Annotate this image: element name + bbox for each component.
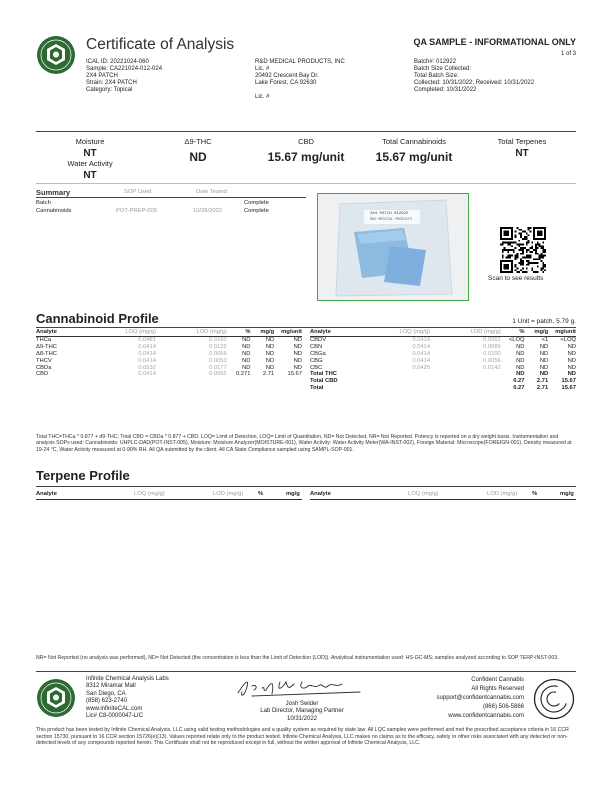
client-info [255, 59, 345, 101]
page-number: 1 of 3 [560, 51, 576, 57]
sample-info-line: Strain: 2X4 PATCH [86, 80, 137, 86]
total-cannabinoids-value: 15.67 mg/unit [375, 150, 453, 164]
d9-thc-label: Δ9-THC [184, 137, 212, 146]
terp-col-header: LOD (mg/g) [213, 491, 244, 497]
loq-value: 0.0414 [412, 350, 431, 357]
analyte-row [310, 365, 576, 372]
percent-value: ND [242, 357, 251, 364]
footer-divider [36, 671, 576, 672]
mg-per-unit-value: <LOQ [560, 336, 576, 343]
qa-sample-label: QA SAMPLE - INFORMATIONAL ONLY [413, 37, 576, 47]
batch-info-line: Completed: 10/31/2022 [414, 87, 477, 93]
terpene-header-right [310, 491, 576, 500]
loq-value [361, 378, 430, 385]
lod-value: 0.0055 [209, 371, 227, 378]
loq-value: 0.0414 [138, 357, 156, 364]
percent-value: <LOQ [508, 336, 525, 343]
summary-header-rule [36, 197, 306, 198]
percent-value: ND [516, 343, 525, 350]
col-header: mg/g [525, 329, 549, 336]
analyte-row [36, 351, 302, 358]
summary-col-sop: SOP Used [124, 189, 152, 195]
analyte-name: CBN [310, 343, 323, 350]
moisture-value: NT [83, 148, 97, 159]
lod-value [430, 371, 501, 378]
analyte-row [36, 371, 302, 378]
cannabinoid-notes: Total THC=THCa * 0.877 + d9-THC; Total CBD = CBDa * 0.877 + CBD. LOQ= Limit of Detection, LOQ= Limit of Quantitation, ND= Not Detected, NR= Not Reported. Potency is reported on a dry weight basis. Instrumentation and analysis SOPs used: Cannabinoids: UHPLC-DAD(POT-INST-005), Moisture: Moisture Analyzer(MOISTURE-001), Water Activity: Water Activity Meter(WA-INST-002), Foreign Material: Microscope(FOREIGN-001). Density measured at 19-24 °C, Water Activity measured at 0-90% RH. All QA submitted by the client. All CA State Compliance sampled using SAMPL-SOP-001. [36, 434, 572, 453]
total-cannabinoids-label: Total Cannabinoids [382, 137, 446, 146]
terp-col-header: % [532, 491, 538, 497]
loq-value [361, 385, 430, 392]
footer-lab-logo [36, 678, 76, 718]
mg-per-unit-value: ND [293, 336, 302, 343]
col-header: % [227, 329, 251, 336]
mg-per-g-value: ND [539, 343, 549, 350]
confident-cannabis-info [420, 676, 524, 721]
analyte-name: CBDV [310, 336, 327, 343]
signer-block [232, 701, 372, 723]
percent-value: 0.27 [513, 378, 525, 385]
sample-info [86, 59, 162, 94]
analyte-name: Δ8-THC [36, 350, 57, 357]
lod-value: 0.0160 [209, 336, 227, 343]
lod-value: 0.0122 [209, 343, 227, 350]
analyte-row [310, 351, 576, 358]
summary-row-name: Batch [36, 200, 51, 206]
cbd-block [252, 137, 360, 164]
overview-divider [36, 183, 576, 184]
moisture-block [36, 137, 144, 181]
loq-value: 0.0414 [138, 343, 156, 350]
cannabinoid-table-right [310, 329, 576, 392]
lod-value [430, 378, 501, 385]
lab-contact-line: Lic# C8-0000047-LIC [86, 713, 144, 720]
batch-info-line: Batch#: 012922 [414, 59, 457, 65]
lab-contact-line: 8312 Miramar Mall [86, 683, 136, 690]
mg-per-unit-value: ND [293, 350, 302, 357]
lab-website-link[interactable]: www.infiniteCAL.com [86, 705, 143, 712]
signature [232, 676, 372, 700]
mg-per-unit-value: ND [567, 357, 576, 364]
terp-col-header: LOD (mg/g) [487, 491, 518, 497]
lab-contact-line: (858) 623-2740 [86, 698, 128, 705]
loq-value: 0.0414 [412, 357, 431, 364]
terp-col-header: LOQ (mg/g) [408, 491, 439, 497]
mg-per-g-value: 2.71 [536, 378, 549, 385]
mg-per-g-value: ND [539, 350, 549, 357]
total-row [310, 371, 576, 378]
terpene-profile-title: Terpene Profile [36, 468, 130, 483]
lab-contact-line: Infinite Chemical Analysis Labs [86, 676, 169, 682]
mg-per-g-value: ND [265, 357, 275, 364]
analyte-name: CBC [310, 364, 323, 371]
client-info-line [255, 87, 345, 94]
total-terpenes-block [468, 137, 576, 159]
terp-col-header: mg/g [560, 491, 574, 497]
signer-line: Lab Director, Managing Partner [260, 708, 344, 715]
analyte-row [36, 365, 302, 372]
document-title: Certificate of Analysis [86, 36, 235, 53]
summary-row-status: Complete [244, 208, 269, 214]
mg-per-g-value: ND [265, 350, 275, 357]
terp-col-header: Analyte [36, 491, 57, 497]
percent-value: 0.27 [513, 385, 525, 392]
analyte-name: Total CBD [310, 378, 338, 385]
mg-per-unit-value: ND [567, 343, 576, 350]
percent-value: ND [242, 336, 251, 343]
loq-value: 0.0414 [412, 336, 431, 343]
cc-line: All Rights Reserved [471, 686, 524, 692]
photo-label-line1: 2X4 PATCH 012922 [370, 212, 409, 216]
terpene-notes: NR= Not Reported (no analysis was performed), ND= Not Detected (the concentration is less than the Limit of Detection (LOD)). Analytical instrumentation used: HS-GC-MS; samples analyzed according to SOP TERP-INST-003. [36, 655, 559, 661]
lod-value: 0.0142 [483, 364, 501, 371]
sample-info-line: ICAL ID: 20221024-060 [86, 59, 149, 65]
cbd-label: CBD [298, 137, 314, 146]
client-info-line: Lic. # [255, 66, 270, 72]
analyte-row [36, 344, 302, 351]
header-divider [36, 131, 576, 132]
mg-per-unit-value: 15.67 [287, 371, 302, 378]
signer-line: 10/31/2022 [286, 715, 318, 722]
summary-row-status: Complete [244, 200, 269, 206]
summary-col-date: Date Tested [196, 189, 227, 195]
cannabinoid-profile-title: Cannabinoid Profile [36, 311, 159, 326]
analyte-name: Total THC [310, 371, 337, 378]
lod-value: 0.0066 [209, 350, 227, 357]
mg-per-g-value: ND [265, 343, 275, 350]
lod-value: 0.0053 [209, 357, 227, 364]
batch-info-line: Collected: 10/31/2022; Received: 10/31/2022 [414, 80, 535, 86]
percent-value: ND [516, 371, 525, 378]
mg-per-unit-value: ND [293, 364, 302, 371]
client-info-line: Lake Forest, CA 92630 [255, 80, 317, 86]
mg-per-g-value: ND [539, 371, 549, 378]
percent-value: ND [242, 364, 251, 371]
analyte-name: CBGa [310, 350, 326, 357]
summary-row-sop: POT-PREP-005 [116, 208, 157, 214]
terp-col-header: Analyte [310, 491, 331, 497]
water-activity-value: NT [83, 170, 97, 181]
percent-value: ND [516, 350, 525, 357]
lod-value: 0.0056 [483, 357, 501, 364]
total-terpenes-value: NT [515, 148, 529, 159]
analyte-name: Δ9-THC [36, 343, 57, 350]
col-header: mg/g [250, 329, 274, 336]
lab-contact-line: San Diego, CA [86, 690, 126, 697]
cc-line: (866) 506-5866 [482, 704, 524, 710]
summary-row-date: 10/28/2022 [193, 208, 223, 214]
mg-per-unit-value: ND [567, 364, 576, 371]
analyte-name: THCV [36, 357, 52, 364]
unit-note: 1 Unit = patch, 5.79 g. [512, 318, 576, 325]
analyte-row [310, 336, 576, 343]
mg-per-unit-value: ND [293, 343, 302, 350]
mg-per-g-value: 2.71 [536, 385, 549, 392]
col-header: LOQ (mg/g) [87, 329, 156, 336]
analyte-name: CBG [310, 357, 323, 364]
lab-contact [86, 676, 169, 720]
cc-website-link[interactable]: www.confidentcannabis.com [448, 713, 524, 719]
cc-support-email[interactable]: support@confidentcannabis.com [436, 695, 524, 701]
batch-info [414, 59, 534, 94]
terpene-title-rule [36, 486, 576, 487]
total-terpenes-label: Total Terpenes [497, 137, 547, 146]
loq-value [361, 371, 430, 378]
analyte-row [310, 344, 576, 351]
mg-per-unit-value: ND [567, 350, 576, 357]
cannabinoid-title-rule [36, 327, 576, 328]
analyte-name: CBDa [36, 364, 52, 371]
lod-value: 0.0062 [483, 336, 501, 343]
mg-per-g-value: 2.71 [262, 371, 275, 378]
footer-disclaimer: This product has been tested by Infinite Chemical Analysis, LLC using valid testing methodologies and a quality system as required by state law. All LQC samples were performed and met the prescribed acceptance criteria in 16 CCR section 15730, pursuant to 16 CCR section 15726(e)(13). Values reported relate only to the product tested. Infinite Chemical Analysis, LLC makes no claims as to the efficacy, safety or other risks associated with any detected or non-detected levels of any compounds reported herein. This Certificate shall not be reproduced except in full, without the written approval of Infinite Chemical Analysis, LLC. [36, 727, 569, 747]
loq-value: 0.0414 [138, 350, 156, 357]
sample-info-line: Category: Topical [86, 87, 133, 93]
summary-table [36, 188, 306, 228]
col-header: LOD (mg/g) [156, 329, 227, 336]
col-header: Analyte [310, 329, 361, 336]
analyte-name: THCa [36, 336, 52, 343]
col-header: mg/unit [274, 329, 302, 336]
total-cannabinoids-block [360, 137, 468, 164]
loq-value: 0.0414 [412, 343, 431, 350]
loq-value: 0.0425 [412, 364, 431, 371]
batch-info-line: Total Batch Size: [414, 73, 459, 79]
terp-col-header: mg/g [286, 491, 300, 497]
loq-value: 0.0481 [138, 336, 156, 343]
lab-logo [36, 35, 76, 75]
percent-value: ND [516, 364, 525, 371]
total-row [310, 385, 576, 392]
confident-cannabis-logo [533, 678, 575, 720]
percent-value: 0.271 [235, 371, 251, 378]
terp-col-header: % [258, 491, 264, 497]
analyte-row [36, 336, 302, 343]
lod-value: 0.0100 [483, 350, 501, 357]
mg-per-unit-value: ND [567, 371, 576, 378]
results-qr-code[interactable] [500, 227, 546, 273]
percent-value: ND [516, 357, 525, 364]
analyte-name: CBD [36, 371, 49, 378]
loq-value: 0.0532 [138, 364, 156, 371]
mg-per-g-value: <1 [541, 336, 549, 343]
analyte-row [36, 358, 302, 365]
sample-info-line: 2X4 PATCH [86, 73, 118, 79]
sample-info-line: Sample: CA221024-012-024 [86, 66, 163, 72]
d9-thc-value: ND [189, 150, 207, 164]
qr-caption: Scan to see results [488, 275, 544, 282]
total-row [310, 378, 576, 385]
d9-thc-block [144, 137, 252, 164]
moisture-label: Moisture [75, 137, 105, 146]
col-header: Analyte [36, 329, 87, 336]
mg-per-unit-value: 15.67 [561, 378, 576, 385]
photo-label-line2: R&D MEDICAL PRODUCTS [370, 218, 413, 222]
client-info-line: R&D MEDICAL PRODUCTS, INC [255, 59, 345, 65]
cbd-value: 15.67 mg/unit [267, 150, 345, 164]
analyte-row [310, 358, 576, 365]
analyte-name: Total [310, 385, 324, 392]
terpene-header-left [36, 491, 302, 500]
percent-value: ND [242, 350, 251, 357]
lod-value: 0.0089 [483, 343, 501, 350]
col-header: LOQ (mg/g) [361, 329, 430, 336]
mg-per-g-value: ND [539, 364, 549, 371]
mg-per-unit-value: 15.67 [561, 385, 576, 392]
water-activity-label: Water Activity [67, 159, 113, 168]
col-header: % [501, 329, 525, 336]
lod-value [430, 385, 501, 392]
summary-title: Summary [36, 188, 71, 197]
col-header: LOD (mg/g) [430, 329, 501, 336]
mg-per-g-value: ND [265, 336, 275, 343]
summary-row-name: Cannabinoids [36, 208, 72, 214]
percent-value: ND [242, 343, 251, 350]
terp-col-header: LOQ (mg/g) [134, 491, 165, 497]
cc-line: Confident Cannabis [471, 677, 524, 683]
mg-per-g-value: ND [265, 364, 275, 371]
batch-info-line: Batch Size Collected: [414, 66, 472, 72]
sample-photo [317, 193, 469, 301]
cannabinoid-table-left [36, 329, 302, 378]
col-header: mg/unit [548, 329, 576, 336]
client-info-line: Lic. # [255, 94, 270, 100]
signer-line: Josh Swider [285, 701, 319, 707]
client-info-line: 20492 Crescent Bay Dr. [255, 73, 319, 79]
mg-per-unit-value: ND [293, 357, 302, 364]
lod-value: 0.0177 [209, 364, 227, 371]
loq-value: 0.0414 [138, 371, 156, 378]
mg-per-g-value: ND [539, 357, 549, 364]
